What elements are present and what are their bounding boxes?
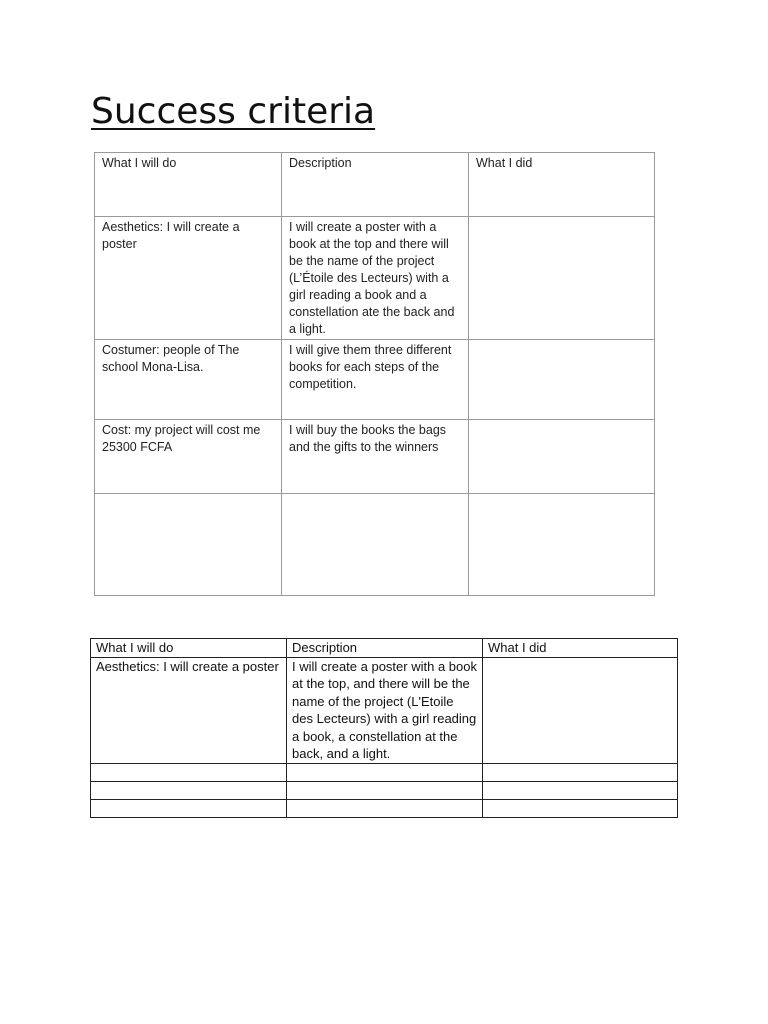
table-cell[interactable]: I will create a poster with a book at the top, and there will be the name of the project (L'Etoile des Lecteurs) with a girl reading a book, a constellation at the back, and a light. [287,657,483,763]
table-cell [282,494,469,596]
success-criteria-table-image [94,152,655,596]
table-cell: Cost: my project will cost me 25300 FCFA [95,420,282,494]
table-row [95,494,655,596]
table-cell[interactable] [483,781,678,799]
table-header-row [95,153,655,217]
table-row [91,763,678,781]
table-cell[interactable] [287,781,483,799]
success-criteria-table [90,638,678,818]
table-cell: Costumer: people of The school Mona-Lisa. [95,340,282,420]
header-cell[interactable]: What I will do [91,639,287,658]
table-cell[interactable] [483,657,678,763]
table-cell[interactable] [287,799,483,817]
table-cell[interactable] [91,781,287,799]
table-cell [95,494,282,596]
header-cell: What I did [469,153,655,217]
table-header-row [91,639,678,658]
header-cell: Description [282,153,469,217]
page-title: Success criteria [91,91,376,132]
table-cell[interactable] [483,763,678,781]
table-cell [469,340,655,420]
table-cell: I will give them three different books for each steps of the competition. [282,340,469,420]
table-cell [469,217,655,340]
table-cell[interactable] [91,799,287,817]
table-row [95,217,655,340]
header-cell[interactable]: What I did [483,639,678,658]
header-cell[interactable]: Description [287,639,483,658]
table-row [91,799,678,817]
table-cell[interactable] [91,763,287,781]
table-cell [469,420,655,494]
table-row [95,340,655,420]
table-cell: Aesthetics: I will create a poster [95,217,282,340]
table-row [95,420,655,494]
table-cell [469,494,655,596]
table-row [91,657,678,763]
table-cell[interactable] [483,799,678,817]
table-cell[interactable]: Aesthetics: I will create a poster [91,657,287,763]
table-row [91,781,678,799]
table-cell: I will buy the books the bags and the gifts to the winners [282,420,469,494]
table-cell[interactable] [287,763,483,781]
header-cell: What I will do [95,153,282,217]
table-cell: I will create a poster with a book at the top and there will be the name of the project (L’Étoile des Lecteurs) with a girl reading a book and a constellation ate the back and a light. [282,217,469,340]
